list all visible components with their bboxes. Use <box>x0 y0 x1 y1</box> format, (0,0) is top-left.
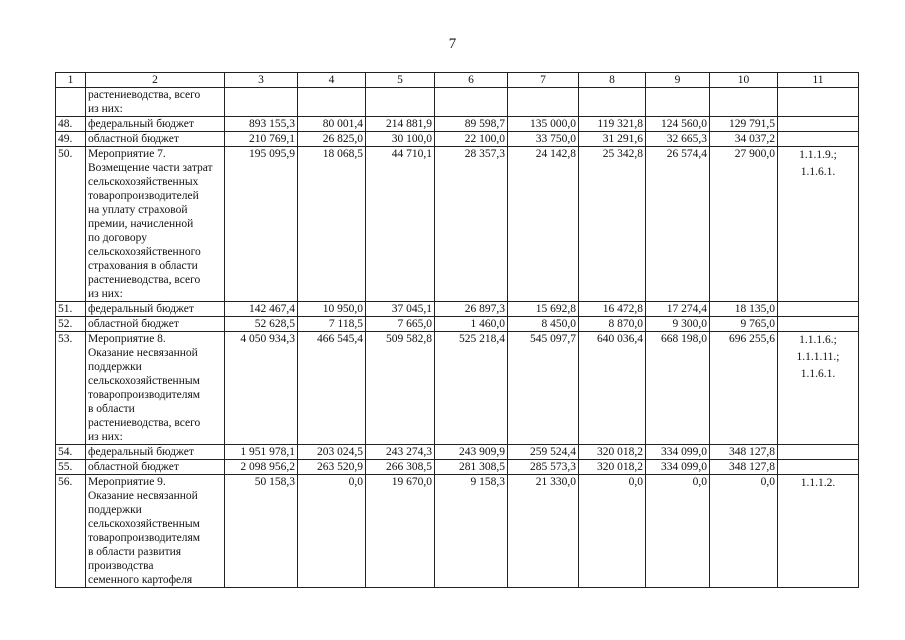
description-line: сельскохозяйственным <box>88 518 200 530</box>
description-cell <box>86 132 225 147</box>
description-cell <box>86 88 225 117</box>
description-line: товаропроизводителям <box>88 389 201 401</box>
header-cell: 6 <box>435 73 508 88</box>
description-line: сельскохозяйственного <box>88 246 201 258</box>
header-cell: 3 <box>225 73 298 88</box>
value-cell: 0,0 <box>646 475 710 588</box>
header-cell: 9 <box>646 73 710 88</box>
value-cell: 320 018,2 <box>579 460 646 475</box>
value-cell: 7 118,5 <box>298 317 366 332</box>
header-cell: 8 <box>579 73 646 88</box>
value-cell: 243 274,3 <box>366 445 435 460</box>
code-cell <box>778 475 859 588</box>
value-cell: 30 100,0 <box>366 132 435 147</box>
value-cell: 26 825,0 <box>298 132 366 147</box>
value-cell: 466 545,4 <box>298 332 366 445</box>
table-row <box>56 475 859 588</box>
value-cell: 320 018,2 <box>579 445 646 460</box>
description-cell <box>86 332 225 445</box>
value-cell: 50 158,3 <box>225 475 298 588</box>
description-line: растениеводства, всего <box>88 89 201 101</box>
description-line: Мероприятие 9. <box>88 476 166 488</box>
value-cell: 214 881,9 <box>366 117 435 132</box>
description-cell <box>86 475 225 588</box>
code-cell <box>778 302 859 317</box>
description-line: федеральный бюджет <box>88 303 194 315</box>
value-cell: 16 472,8 <box>579 302 646 317</box>
value-cell: 31 291,6 <box>579 132 646 147</box>
value-cell: 2 098 956,2 <box>225 460 298 475</box>
row-number-cell: 50. <box>56 147 86 302</box>
code-cell <box>778 117 859 132</box>
measure-code: 1.1.1.6.; <box>799 334 837 346</box>
value-cell: 26 574,4 <box>646 147 710 302</box>
description-line: из них: <box>88 431 123 443</box>
value-cell: 8 450,0 <box>508 317 579 332</box>
row-number-cell: 53. <box>56 332 86 445</box>
row-number-cell: 51. <box>56 302 86 317</box>
value-cell: 135 000,0 <box>508 117 579 132</box>
description-cell <box>86 302 225 317</box>
value-cell: 266 308,5 <box>366 460 435 475</box>
code-cell <box>778 147 859 302</box>
description-line: поддержки <box>88 361 142 373</box>
value-cell: 142 467,4 <box>225 302 298 317</box>
value-cell: 263 520,9 <box>298 460 366 475</box>
value-cell: 32 665,3 <box>646 132 710 147</box>
description-line: областной бюджет <box>88 318 179 330</box>
value-cell: 15 692,8 <box>508 302 579 317</box>
description-line: товаропроизводителям <box>88 532 201 544</box>
value-cell: 52 628,5 <box>225 317 298 332</box>
table-row <box>56 147 859 302</box>
value-cell: 195 095,9 <box>225 147 298 302</box>
table-row <box>56 445 859 460</box>
row-number-cell: 48. <box>56 117 86 132</box>
value-cell: 9 300,0 <box>646 317 710 332</box>
row-number-cell: 54. <box>56 445 86 460</box>
value-cell: 640 036,4 <box>579 332 646 445</box>
description-line: в области <box>88 403 135 415</box>
value-cell: 285 573,3 <box>508 460 579 475</box>
value-cell: 9 158,3 <box>435 475 508 588</box>
value-cell: 18 068,5 <box>298 147 366 302</box>
value-cell <box>225 88 298 117</box>
value-cell <box>298 88 366 117</box>
table-row <box>56 117 859 132</box>
value-cell: 668 198,0 <box>646 332 710 445</box>
value-cell: 33 750,0 <box>508 132 579 147</box>
page-number: 7 <box>448 36 457 52</box>
value-cell: 210 769,1 <box>225 132 298 147</box>
row-number-cell: 49. <box>56 132 86 147</box>
description-cell <box>86 460 225 475</box>
value-cell: 7 665,0 <box>366 317 435 332</box>
measure-code: 1.1.6.1. <box>800 368 836 380</box>
value-cell: 348 127,8 <box>710 445 778 460</box>
row-number-cell: 52. <box>56 317 86 332</box>
value-cell: 1 460,0 <box>435 317 508 332</box>
description-cell <box>86 147 225 302</box>
description-cell <box>86 445 225 460</box>
description-line: Оказание несвязанной <box>88 347 198 359</box>
value-cell: 0,0 <box>579 475 646 588</box>
description-line: сельскохозяйственных <box>88 176 199 188</box>
description-line: Мероприятие 7. <box>88 148 166 160</box>
value-cell: 124 560,0 <box>646 117 710 132</box>
header-cell: 5 <box>366 73 435 88</box>
value-cell: 509 582,8 <box>366 332 435 445</box>
row-number-cell: 55. <box>56 460 86 475</box>
description-line: товаропроизводителей <box>88 190 199 202</box>
value-cell: 4 050 934,3 <box>225 332 298 445</box>
measure-code: 1.1.1.11.; <box>796 351 840 363</box>
value-cell: 281 308,5 <box>435 460 508 475</box>
value-cell: 21 330,0 <box>508 475 579 588</box>
value-cell: 243 909,9 <box>435 445 508 460</box>
description-cell <box>86 117 225 132</box>
code-cell <box>778 460 859 475</box>
value-cell: 0,0 <box>298 475 366 588</box>
table-row <box>56 460 859 475</box>
code-cell <box>778 445 859 460</box>
value-cell: 24 142,8 <box>508 147 579 302</box>
description-line: на уплату страховой <box>88 204 188 216</box>
budget-table <box>55 72 859 588</box>
measure-code: 1.1.6.1. <box>800 166 836 178</box>
description-line: по договору <box>88 232 148 244</box>
value-cell: 27 900,0 <box>710 147 778 302</box>
table-row <box>56 132 859 147</box>
value-cell: 10 950,0 <box>298 302 366 317</box>
value-cell: 80 001,4 <box>298 117 366 132</box>
description-line: федеральный бюджет <box>88 118 194 130</box>
description-line: Оказание несвязанной <box>88 490 198 502</box>
description-line: премии, начисленной <box>88 218 194 230</box>
description-line: областной бюджет <box>88 461 179 473</box>
value-cell <box>579 88 646 117</box>
description-line: Возмещение части затрат <box>88 162 213 174</box>
value-cell: 348 127,8 <box>710 460 778 475</box>
value-cell <box>366 88 435 117</box>
description-line: в области развития <box>88 546 182 558</box>
value-cell: 26 897,3 <box>435 302 508 317</box>
header-cell: 11 <box>778 73 859 88</box>
value-cell: 37 045,1 <box>366 302 435 317</box>
header-cell: 10 <box>710 73 778 88</box>
value-cell: 696 255,6 <box>710 332 778 445</box>
description-line: семенного картофеля <box>88 574 193 586</box>
description-line: областной бюджет <box>88 133 179 145</box>
header-cell: 1 <box>56 73 86 88</box>
continuation-row <box>56 88 859 117</box>
value-cell: 17 274,4 <box>646 302 710 317</box>
header-row <box>56 73 859 88</box>
value-cell: 8 870,0 <box>579 317 646 332</box>
value-cell <box>710 88 778 117</box>
table-row <box>56 317 859 332</box>
code-cell <box>778 317 859 332</box>
value-cell <box>435 88 508 117</box>
value-cell: 525 218,4 <box>435 332 508 445</box>
value-cell: 44 710,1 <box>366 147 435 302</box>
description-line: Мероприятие 8. <box>88 333 166 345</box>
description-line: растениеводства, всего <box>88 417 201 429</box>
description-line: из них: <box>88 103 123 115</box>
value-cell: 0,0 <box>710 475 778 588</box>
value-cell: 893 155,3 <box>225 117 298 132</box>
description-line: производства <box>88 560 154 572</box>
value-cell: 9 765,0 <box>710 317 778 332</box>
description-line: растениеводства, всего <box>88 274 201 286</box>
value-cell: 334 099,0 <box>646 445 710 460</box>
value-cell: 89 598,7 <box>435 117 508 132</box>
table-row <box>56 332 859 445</box>
description-line: федеральный бюджет <box>88 446 194 458</box>
value-cell: 545 097,7 <box>508 332 579 445</box>
description-line: страхования в области <box>88 260 198 272</box>
description-line: поддержки <box>88 504 142 516</box>
row-number-cell: 56. <box>56 475 86 588</box>
value-cell: 1 951 978,1 <box>225 445 298 460</box>
header-cell: 4 <box>298 73 366 88</box>
code-cell <box>778 132 859 147</box>
measure-code: 1.1.1.2. <box>800 477 836 489</box>
value-cell: 34 037,2 <box>710 132 778 147</box>
value-cell: 18 135,0 <box>710 302 778 317</box>
table-row <box>56 302 859 317</box>
header-cell: 7 <box>508 73 579 88</box>
value-cell: 22 100,0 <box>435 132 508 147</box>
value-cell: 259 524,4 <box>508 445 579 460</box>
value-cell: 129 791,5 <box>710 117 778 132</box>
value-cell: 25 342,8 <box>579 147 646 302</box>
description-line: из них: <box>88 288 123 300</box>
value-cell: 119 321,8 <box>579 117 646 132</box>
measure-code: 1.1.1.9.; <box>799 149 837 161</box>
code-cell <box>778 88 859 117</box>
value-cell: 203 024,5 <box>298 445 366 460</box>
value-cell: 19 670,0 <box>366 475 435 588</box>
value-cell: 334 099,0 <box>646 460 710 475</box>
description-cell <box>86 317 225 332</box>
value-cell <box>508 88 579 117</box>
description-line: сельскохозяйственным <box>88 375 200 387</box>
row-number-cell <box>56 88 86 117</box>
value-cell <box>646 88 710 117</box>
value-cell: 28 357,3 <box>435 147 508 302</box>
header-cell: 2 <box>86 73 225 88</box>
code-cell <box>778 332 859 445</box>
